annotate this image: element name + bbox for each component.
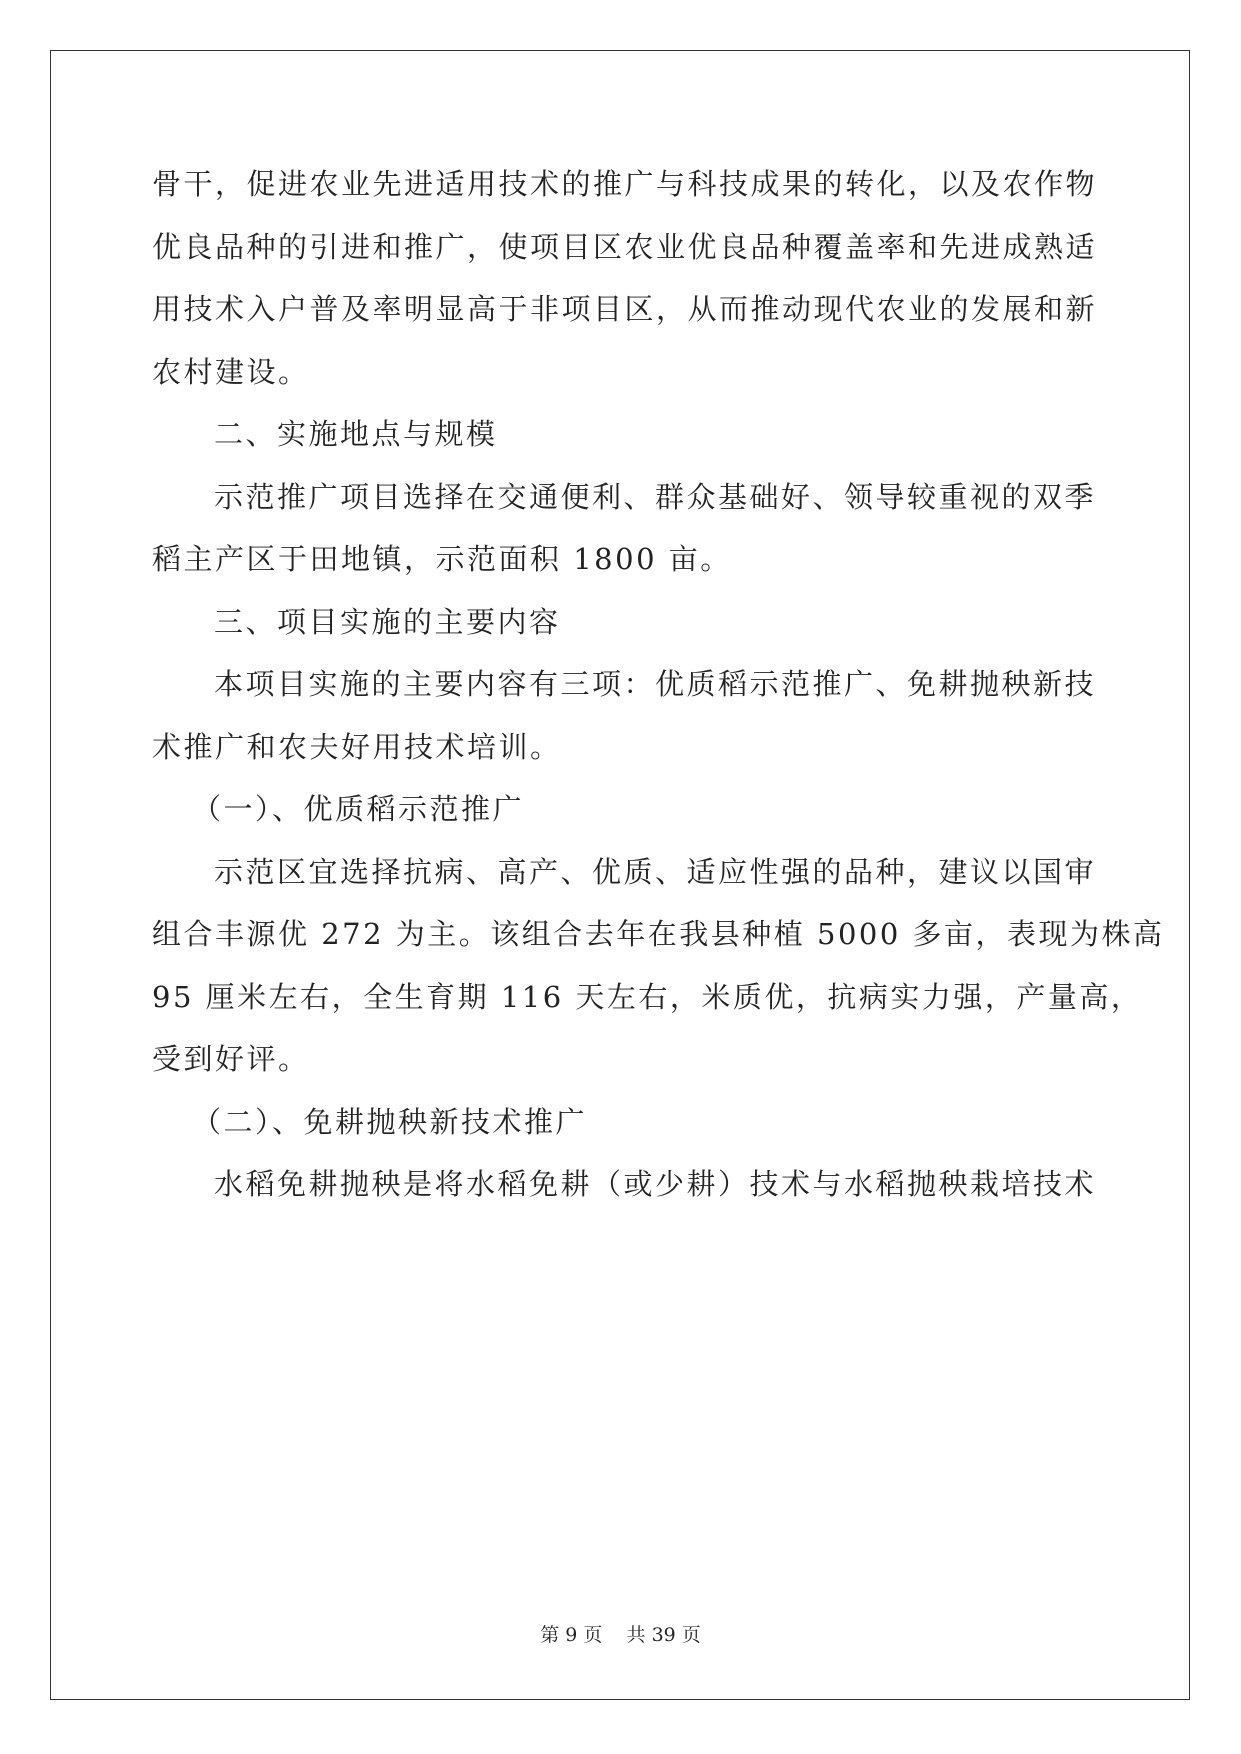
subsection-heading: （一）、优质稻示范推广 xyxy=(192,792,525,826)
text-line: 组合丰源优 272 为主。该组合去年在我县种植 5000 多亩，表现为株高 xyxy=(152,917,1165,951)
text-block xyxy=(152,141,1165,1228)
section-heading: 三、项目实施的主要内容 xyxy=(214,604,561,639)
text-line: 优良品种的引进和推广，使项目区农业优良品种覆盖率和先进成熟适 xyxy=(152,229,1098,264)
text-line: 本项目实施的主要内容有三项：优质稻示范推广、免耕抛秧新技 xyxy=(214,667,1097,701)
page-footer xyxy=(0,1620,1241,1647)
page-number: 第 9 页 共 39 页 xyxy=(540,1624,701,1646)
text-line: 用技术入户普及率明显高于非项目区，从而推动现代农业的发展和新 xyxy=(152,292,1098,326)
text-line: 稻主产区于田地镇，示范面积 1800 亩。 xyxy=(152,542,732,576)
text-line: 骨干，促进农业先进适用技术的推广与科技成果的转化，以及农作物 xyxy=(152,167,1098,201)
text-line: 水稻免耕抛秧是将水稻免耕（或少耕）技术与水稻抛秧栽培技术 xyxy=(214,1167,1097,1201)
text-line: 农村建设。 xyxy=(152,354,310,389)
text-line: 示范推广项目选择在交通便利、群众基础好、领导较重视的双季 xyxy=(214,479,1097,514)
section-heading: 二、实施地点与规模 xyxy=(214,417,498,451)
text-line: 95 厘米左右，全生育期 116 天左右，米质优，抗病实力强，产量高， xyxy=(152,979,1143,1014)
text-line: 示范区宜选择抗病、高产、优质、适应性强的品种，建议以国审 xyxy=(214,854,1097,889)
subsection-heading: （二）、免耕抛秧新技术推广 xyxy=(192,1104,588,1139)
document-body xyxy=(152,165,1165,1228)
text-line: 受到好评。 xyxy=(152,1042,310,1076)
text-line: 术推广和农夫好用技术培训。 xyxy=(152,729,562,764)
